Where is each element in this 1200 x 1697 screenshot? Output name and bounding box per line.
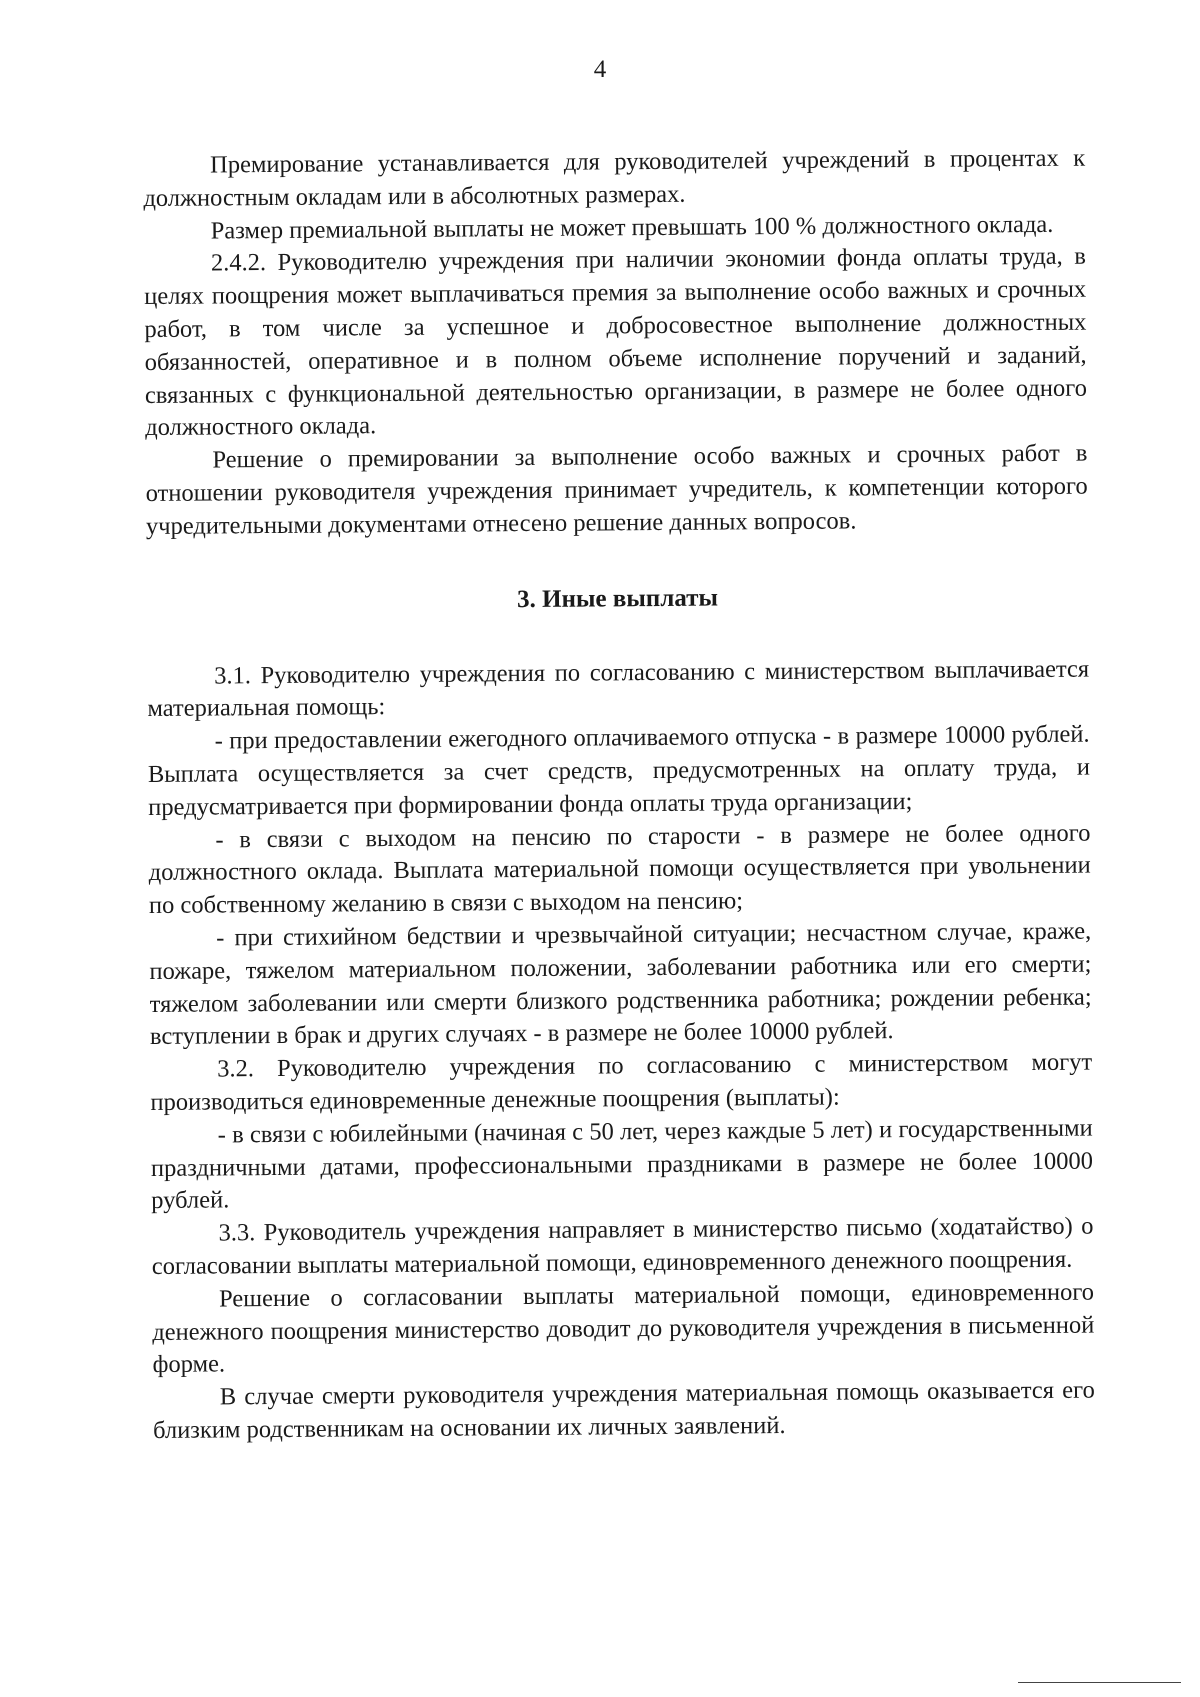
section-heading: 3. Иные выплаты: [517, 584, 719, 613]
page-number: 4: [593, 56, 607, 83]
document-body: [143, 143, 1095, 1448]
paragraph-3-2: 3.2. Руководителю учреждения по согласованию с министерством могут производиться единовременные денежные поощрения (выплаты):: [150, 1048, 1093, 1116]
list-item-vacation: - при предоставлении ежегодного оплачиваемого отпуска - в размере 10000 рублей. Выплата осуществляется за счет средств, предусмотренных на оплату труда, и предусматривается при формировании фонда оплаты труда организации;: [147, 720, 1090, 821]
paragraph-bonus-limit: Размер премиальной выплаты не может превышать 100 % должностного оклада.: [210, 210, 1054, 245]
list-item-anniversary: - в связи с юбилейными (начиная с 50 лет, через каждые 5 лет) и государственными праздничными датами, профессиональными праздниками в размере не более 10000 рублей.: [150, 1114, 1094, 1215]
paragraph-death-case: В случае смерти руководителя учреждения материальная помощь оказывается его близким родственникам на основании их личных заявлений.: [152, 1376, 1095, 1444]
paragraph-2-4-2: 2.4.2. Руководителю учреждения при наличии экономии фонда оплаты труда, в целях поощрения может выплачиваться премия за выполнение особо важных и срочных работ, в том числе за успешное и добросовестное выполнение должностных обязанностей, оперативное и в полном объеме исполнение поручений и заданий, связанных с функциональной деятельностью организации, в размере не более одного должностного оклада.: [144, 242, 1088, 442]
paragraph-approval-decision: Решение о согласовании выплаты материальной помощи, единовременного денежного поощрения министерство доводит до руководителя учреждения в письменной форме.: [152, 1278, 1095, 1379]
paragraph-3-1: 3.1. Руководителю учреждения по согласованию с министерством выплачивается материальная помощь:: [147, 655, 1090, 723]
paragraph-3-3: 3.3. Руководитель учреждения направляет в министерство письмо (ходатайство) о согласовании выплаты материальной помощи, единовременного денежного поощрения.: [151, 1212, 1094, 1280]
paragraph-bonus-basis: Премирование устанавливается для руководителей учреждений в процентах к должностным окладам или в абсолютных размерах.: [143, 144, 1086, 212]
list-item-emergency: - при стихийном бедствии и чрезвычайной ситуации; несчастном случае, краже, пожаре, тяжелом материальном положении, заболевании работника или его смерти; тяжелом заболевании или смерти близкого родственника работника; рождении ребенка; вступлении в брак и других случаях - в размере не более 10000 рублей.: [149, 917, 1092, 1051]
footer-rule: [1018, 1682, 1181, 1683]
paragraph-bonus-decision: Решение о премировании за выполнение особо важных и срочных работ в отношении руководителя учреждения принимает учредитель, к компетенции которого учредительными документами отнесено решение данных вопросов.: [145, 439, 1088, 540]
list-item-retirement: - в связи с выходом на пенсию по старости - в размере не более одного должностного оклада. Выплата материальной помощи осуществляется при увольнении по собственному желанию в связи с выходом на пенсию;: [148, 819, 1091, 920]
